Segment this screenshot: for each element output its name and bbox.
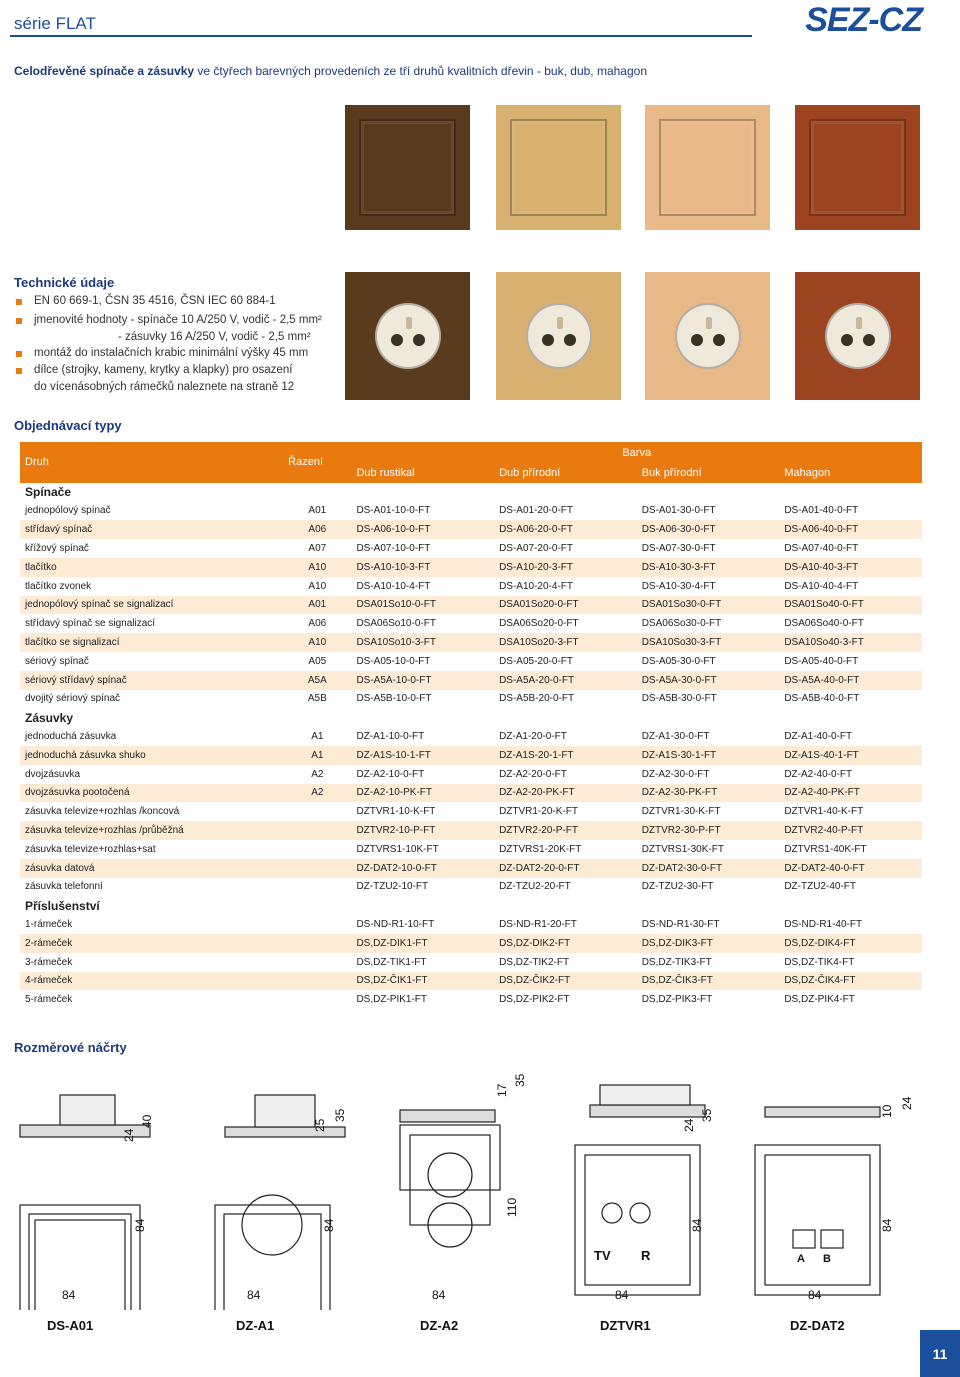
order-code: DZ-A2-40-PK-FT [779, 784, 922, 803]
col-finish: Mahagon [779, 464, 922, 483]
socket-hole-icon [691, 334, 703, 346]
order-code: DS,DZ-DIK4-FT [779, 934, 922, 953]
product-name: dvojzásuvka [25, 768, 81, 780]
dim-label: 84 [690, 1218, 704, 1232]
product-name: dvojitý sériový spínač [25, 693, 121, 705]
order-code: DS,DZ-ČIK2-FT [494, 972, 637, 991]
product-name: 2-rámeček [20, 934, 283, 953]
socket-hole-icon [391, 334, 403, 346]
drawing-code: DZTVR1 [600, 1318, 651, 1333]
intro-text [14, 64, 647, 78]
wiring-code: A07 [308, 543, 327, 555]
bullet-icon [16, 318, 22, 324]
order-code: DSA01So10-0-FT [351, 596, 494, 615]
order-code: DS,DZ-PIK3-FT [641, 994, 713, 1006]
tech-line: - zásuvky 16 A/250 V, vodič - 2,5 mm² [118, 331, 311, 343]
table-row [20, 520, 922, 539]
wiring-code [283, 972, 351, 991]
order-code: DZ-A1S-10-1-FT [351, 746, 494, 765]
product-name: jednoduchá zásuvka [25, 731, 117, 743]
order-code: DZ-TZU2-30-FT [641, 881, 714, 893]
order-code: DS-A07-20-0-FT [499, 543, 573, 555]
wiring-code [283, 840, 351, 859]
dim-label: 24 [682, 1118, 696, 1132]
order-code: DZTVR2-40-P-FT [779, 821, 922, 840]
product-name: sériový střídavý spínač [20, 671, 283, 690]
socket-hole-icon [841, 334, 853, 346]
table-row [20, 821, 922, 840]
order-code: DZ-A2-10-0-FT [356, 768, 425, 780]
table-section [20, 483, 922, 502]
dim-label: 24 [122, 1128, 136, 1142]
order-code: DS-A10-10-3-FT [351, 558, 494, 577]
order-code: DS,DZ-ČIK4-FT [779, 972, 922, 991]
order-code: DS-A5B-40-0-FT [784, 693, 860, 705]
tech-line: montáž do instalačních krabic minimální výšky 45 mm [34, 347, 309, 359]
order-code: DSA06So30-0-FT [641, 618, 722, 630]
socket-hole-icon [542, 334, 554, 346]
product-name: zásuvka televize+rozhlas /koncová [25, 806, 180, 818]
dim-label: 35 [513, 1073, 527, 1087]
order-code: DS,DZ-TIK1-FT [356, 956, 427, 968]
bullet-icon [16, 299, 22, 305]
wiring-code [283, 821, 351, 840]
order-code: DZTVRS1-10K-FT [356, 843, 439, 855]
order-code: DSA01So40-0-FT [779, 596, 922, 615]
dim-label: 84 [432, 1288, 446, 1302]
order-code: DS-A5A-20-0-FT [494, 671, 637, 690]
table-row [20, 840, 922, 859]
order-code: DS-A07-40-0-FT [784, 543, 859, 555]
order-code: DS-A10-30-3-FT [637, 558, 780, 577]
dim-label: 17 [495, 1083, 509, 1097]
socket-hole-icon [564, 334, 576, 346]
order-code: DS-A10-20-3-FT [494, 558, 637, 577]
wiring-code [283, 934, 351, 953]
drawing-code: DZ-A2 [420, 1318, 459, 1333]
intro-rest: ve čtyřech barevných provedeních ze tří druhů kvalitních dřevin - buk, dub, mahagon [194, 64, 648, 78]
wiring-code: A06 [308, 618, 327, 630]
order-code: DS-A06-20-0-FT [494, 520, 637, 539]
bullet-icon [16, 368, 22, 374]
wiring-code: A1 [311, 731, 324, 743]
product-name: 4-rámeček [20, 972, 283, 991]
dim-label: 10 [880, 1104, 894, 1118]
bullet-icon [16, 351, 22, 357]
switch-rocker [659, 119, 756, 216]
earth-pin-icon [406, 317, 412, 329]
order-code: DS-ND-R1-10-FT [356, 919, 435, 931]
wiring-code: A10 [283, 633, 351, 652]
wiring-code: A1 [283, 746, 351, 765]
product-name: zásuvka telefonní [25, 881, 103, 893]
port-a-label: A [797, 1253, 805, 1265]
order-code: DZ-DAT2-20-0-FT [494, 859, 637, 878]
product-name: 1-rámeček [25, 919, 73, 931]
order-code: DS,DZ-TIK2-FT [499, 956, 570, 968]
order-code: DSA06So10-0-FT [356, 618, 436, 630]
radio-label: R [641, 1248, 651, 1263]
tech-line: jmenovité hodnoty - spínače 10 A/250 V, vodič - 2,5 mm² [34, 314, 322, 326]
dimensions-title: Rozměrové náčrty [14, 1040, 127, 1055]
tech-line: EN 60 669-1, ČSN 35 4516, ČSN IEC 60 884-1 [34, 295, 276, 307]
order-code: DZTVR1-30-K-FT [641, 806, 721, 818]
earth-pin-icon [856, 317, 862, 329]
dim-label: 35 [700, 1108, 714, 1122]
table-row [20, 784, 922, 803]
tech-line: do vícenásobných rámečků naleznete na straně 12 [34, 381, 295, 393]
tech-line: dílce (strojky, kameny, krytky a klapky) pro osazení [34, 364, 293, 376]
socket-face [825, 303, 891, 369]
page-number: 11 [920, 1330, 960, 1377]
wiring-code: A2 [283, 784, 351, 803]
dim-label: 110 [505, 1197, 519, 1217]
wiring-code: A01 [308, 505, 327, 517]
wiring-code [283, 878, 351, 897]
order-code: DS-A07-10-0-FT [356, 543, 431, 555]
product-name: střídavý spínač se signalizací [25, 618, 156, 630]
socket-face [526, 303, 592, 369]
order-code: DZ-A1-20-0-FT [499, 731, 567, 743]
dim-label: 84 [880, 1218, 894, 1232]
order-code: DZ-A1-10-0-FT [356, 731, 425, 743]
order-code: DS-A06-10-0-FT [351, 520, 494, 539]
product-name: tlačítko [20, 558, 283, 577]
order-types-title: Objednávací typy [14, 418, 122, 433]
order-code: DS-A10-30-4-FT [641, 580, 716, 592]
product-name: sériový spínač [25, 655, 89, 667]
table-row [20, 915, 922, 934]
table-row [20, 633, 922, 652]
tv-label: TV [594, 1248, 611, 1263]
wiring-code: A01 [283, 596, 351, 615]
product-name: zásuvka datová [20, 859, 283, 878]
product-name: dvojzásuvka pootočená [20, 784, 283, 803]
intro-bold: Celodřevěné spínače a zásuvky [14, 64, 195, 78]
table-row [20, 972, 922, 991]
order-code: DS,DZ-TIK3-FT [641, 956, 712, 968]
dim-label: 84 [615, 1288, 629, 1302]
table-row [20, 934, 922, 953]
product-name: jednopólový spínač se signalizací [20, 596, 283, 615]
order-code: DS-A05-30-0-FT [641, 655, 716, 667]
order-code: DZ-A2-20-PK-FT [494, 784, 637, 803]
table-row [20, 539, 922, 558]
order-code: DS-A05-20-0-FT [499, 655, 573, 667]
col-finish: Dub rustikal [351, 464, 494, 483]
socket-photo [345, 272, 470, 400]
order-code: DS,DZ-PIK4-FT [784, 994, 855, 1006]
order-code: DSA01So30-0-FT [637, 596, 780, 615]
order-code: DS,DZ-DIK3-FT [637, 934, 780, 953]
wiring-code [283, 859, 351, 878]
wiring-code [283, 953, 351, 972]
order-code: DS,DZ-DIK1-FT [351, 934, 494, 953]
order-code: DS-A10-10-4-FT [356, 580, 431, 592]
order-code: DS-A06-40-0-FT [779, 520, 922, 539]
dimension-drawings [15, 1065, 945, 1310]
table-row [20, 953, 922, 972]
tech-title: Technické údaje [14, 275, 115, 290]
dim-label: 25 [313, 1118, 327, 1132]
order-code: DS-A5A-10-0-FT [351, 671, 494, 690]
order-code: DS-ND-R1-20-FT [499, 919, 577, 931]
order-code: DSA01So20-0-FT [494, 596, 637, 615]
order-code: DZTVR2-20-P-FT [494, 821, 637, 840]
drawing-code: DZ-DAT2 [790, 1318, 845, 1333]
order-code: DZ-A2-40-0-FT [784, 768, 853, 780]
order-code: DSA10So30-3-FT [637, 633, 780, 652]
wiring-code [283, 802, 351, 821]
order-code: DS,DZ-PIK2-FT [499, 994, 570, 1006]
product-name: tlačítko se signalizací [20, 633, 283, 652]
dim-label: 40 [140, 1114, 154, 1128]
series-title: série FLAT [14, 14, 96, 33]
table-row [20, 990, 922, 1009]
table-row [20, 878, 922, 897]
order-code: DS-A06-30-0-FT [637, 520, 780, 539]
socket-photo [496, 272, 621, 400]
order-code: DS-ND-R1-30-FT [641, 919, 720, 931]
order-code: DZTVR1-40-K-FT [784, 806, 864, 818]
col-barva: Barva [351, 442, 922, 464]
dim-label: 84 [808, 1288, 822, 1302]
switch-rocker [359, 119, 456, 216]
wiring-code: A06 [283, 520, 351, 539]
order-code: DS-A10-40-3-FT [779, 558, 922, 577]
dim-label: 24 [900, 1096, 914, 1110]
order-code: DZ-TZU2-40-FT [784, 881, 856, 893]
order-code: DZ-TZU2-20-FT [499, 881, 571, 893]
section-label: Zásuvky [25, 710, 74, 725]
product-name: tlačítko zvonek [25, 580, 92, 592]
order-code: DS-A07-30-0-FT [641, 543, 716, 555]
product-name: střídavý spínač [20, 520, 283, 539]
order-code: DZ-A1S-20-1-FT [494, 746, 637, 765]
order-code: DZ-A1S-40-1-FT [779, 746, 922, 765]
order-code: DZ-A1-40-0-FT [784, 731, 853, 743]
product-name: jednopólový spínač [25, 505, 111, 517]
wiring-code: A10 [283, 558, 351, 577]
wiring-code: A05 [308, 655, 327, 667]
dim-label: 84 [133, 1218, 147, 1232]
col-finish: Buk přírodní [637, 464, 780, 483]
switch-photo [645, 105, 770, 230]
table-row [20, 596, 922, 615]
order-code: DS-ND-R1-40-FT [784, 919, 863, 931]
drawing-code: DS-A01 [47, 1318, 94, 1333]
table-row [20, 690, 922, 709]
socket-hole-icon [713, 334, 725, 346]
order-code: DS,DZ-ČIK3-FT [637, 972, 780, 991]
wiring-code: A5B [307, 693, 327, 705]
order-code: DZTVRS1-40K-FT [784, 843, 867, 855]
section-label: Spínače [25, 485, 72, 500]
table-row [20, 614, 922, 633]
order-code: DZ-A1S-30-1-FT [637, 746, 780, 765]
switch-photo [795, 105, 920, 230]
socket-face [375, 303, 441, 369]
table-row [20, 558, 922, 577]
order-code: DS-A01-20-0-FT [499, 505, 573, 517]
order-code: DSA10So10-3-FT [351, 633, 494, 652]
product-name: 3-rámeček [25, 956, 73, 968]
order-code: DZ-DAT2-10-0-FT [351, 859, 494, 878]
switch-photo [496, 105, 621, 230]
table-row [20, 727, 922, 746]
order-code: DZ-A2-30-PK-FT [637, 784, 780, 803]
order-code: DSA06So40-0-FT [784, 618, 864, 630]
order-table [20, 442, 922, 1009]
order-code: DS,DZ-PIK1-FT [356, 994, 428, 1006]
order-code: DSA10So20-3-FT [494, 633, 637, 652]
table-row [20, 671, 922, 690]
order-code: DS-A01-40-0-FT [784, 505, 859, 517]
switch-photo [345, 105, 470, 230]
order-code: DSA10So40-3-FT [779, 633, 922, 652]
earth-pin-icon [706, 317, 712, 329]
section-label: Příslušenství [25, 898, 100, 913]
dim-label: 35 [333, 1108, 347, 1122]
order-code: DZTVR1-20-K-FT [499, 806, 578, 818]
order-code: DS-A5B-30-0-FT [641, 693, 717, 705]
order-code: DS-A10-20-4-FT [499, 580, 573, 592]
product-name: jednoduchá zásuvka shuko [20, 746, 283, 765]
order-code: DZTVRS1-20K-FT [499, 843, 582, 855]
order-code: DS,DZ-TIK4-FT [784, 956, 855, 968]
col-druh: Druh [20, 442, 283, 483]
wiring-code [283, 990, 351, 1009]
order-code: DS-A01-10-0-FT [356, 505, 431, 517]
order-code: DS-A10-40-4-FT [784, 580, 859, 592]
order-code: DS-A5A-40-0-FT [779, 671, 922, 690]
table-row [20, 859, 922, 878]
order-code: DZTVRS1-30K-FT [641, 843, 724, 855]
table-row [20, 502, 922, 521]
order-code: DS,DZ-ČIK1-FT [351, 972, 494, 991]
dim-label: 84 [247, 1288, 261, 1302]
order-code: DS-A5B-10-0-FT [356, 693, 432, 705]
order-code: DZ-DAT2-30-0-FT [637, 859, 780, 878]
port-b-label: B [823, 1253, 831, 1265]
order-code: DZ-A2-10-PK-FT [351, 784, 494, 803]
order-code: DS-A5A-30-0-FT [637, 671, 780, 690]
order-code: DSA06So20-0-FT [499, 618, 579, 630]
order-code: DS-A05-10-0-FT [356, 655, 431, 667]
dim-label: 84 [322, 1218, 336, 1232]
order-code: DZ-DAT2-40-0-FT [779, 859, 922, 878]
wiring-code [283, 915, 351, 934]
switch-rocker [809, 119, 906, 216]
wiring-code: A5A [283, 671, 351, 690]
order-code: DZ-TZU2-10-FT [356, 881, 429, 893]
order-code: DZ-A2-30-0-FT [641, 768, 710, 780]
table-row [20, 802, 922, 821]
switch-rocker [510, 119, 607, 216]
table-section [20, 708, 922, 727]
socket-hole-icon [413, 334, 425, 346]
wiring-code: A2 [311, 768, 324, 780]
order-code: DS-A05-40-0-FT [784, 655, 859, 667]
header-rule [10, 35, 752, 37]
product-name: zásuvka televize+rozhlas+sat [25, 843, 156, 855]
socket-hole-icon [863, 334, 875, 346]
table-section [20, 896, 922, 915]
order-code: DZ-A1-30-0-FT [641, 731, 710, 743]
product-name: zásuvka televize+rozhlas /průběžná [20, 821, 283, 840]
drawing-code: DZ-A1 [236, 1318, 275, 1333]
col-razeni: Řazení [283, 442, 351, 483]
order-code: DS-A5B-20-0-FT [499, 693, 575, 705]
table-row [20, 746, 922, 765]
dim-label: 84 [62, 1288, 76, 1302]
wiring-code: A10 [308, 580, 327, 592]
brand-logo: SEZ-CZ [805, 1, 922, 39]
order-code: DZTVR1-10-K-FT [356, 806, 436, 818]
order-code: DZTVR2-30-P-FT [637, 821, 780, 840]
table-row [20, 765, 922, 784]
earth-pin-icon [557, 317, 563, 329]
col-finish: Dub přírodní [494, 464, 637, 483]
order-code: DZ-A2-20-0-FT [499, 768, 567, 780]
table-row [20, 652, 922, 671]
socket-face [675, 303, 741, 369]
socket-photo [645, 272, 770, 400]
order-code: DS-A01-30-0-FT [641, 505, 716, 517]
order-code: DS,DZ-DIK2-FT [494, 934, 637, 953]
table-row [20, 577, 922, 596]
socket-photo [795, 272, 920, 400]
order-code: DZTVR2-10-P-FT [351, 821, 494, 840]
product-name: křížový spínač [25, 543, 89, 555]
product-name: 5-rámeček [25, 994, 73, 1006]
